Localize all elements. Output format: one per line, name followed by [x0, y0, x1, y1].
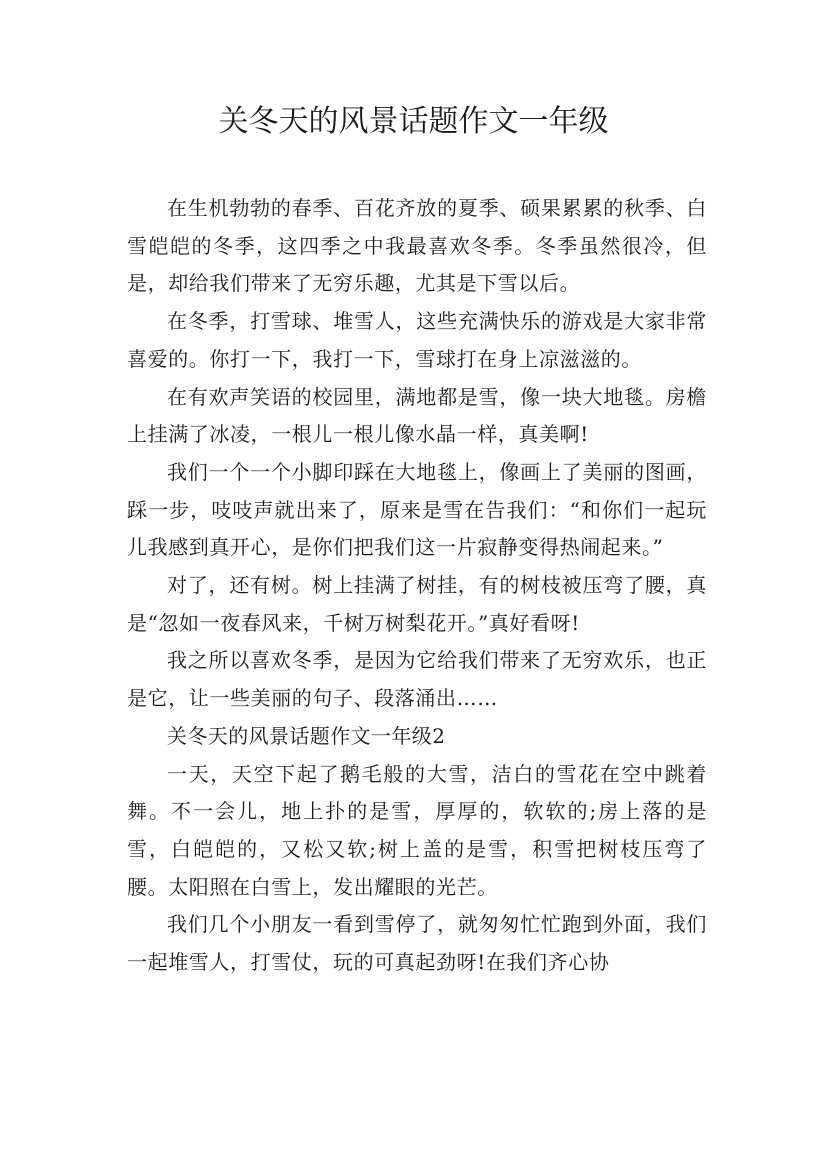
- paragraph: 对了，还有树。树上挂满了树挂，有的树枝被压弯了腰，真是“忽如一夜春风来，千树万树梨花开。”真好看呀!: [127, 573, 707, 635]
- paragraph: 一天，天空下起了鹅毛般的大雪，洁白的雪花在空中跳着舞。不一会儿，地上扑的是雪，厚厚的，软软的;房上落的是雪，白皑皑的，又松又软;树上盖的是雪，积雪把树枝压弯了腰。太阳照在白雪上，发出耀眼的光芒。: [127, 761, 707, 899]
- section-heading: 关冬天的风景话题作文一年级2: [167, 723, 446, 748]
- paragraph: 在生机勃勃的春季、百花齐放的夏季、硕果累累的秋季、白雪皑皑的冬季，这四季之中我最喜欢冬季。冬季虽然很冷，但是，却给我们带来了无穷乐趣，尤其是下雪以后。: [127, 196, 707, 296]
- document-body: [127, 190, 707, 982]
- paragraph: 我们几个小朋友一看到雪停了，就匆匆忙忙跑到外面，我们一起堆雪人，打雪仗，玩的可真起劲呀!在我们齐心协: [127, 912, 707, 975]
- paragraph: 在冬季，打雪球、堆雪人，这些充满快乐的游戏是大家非常喜爱的。你打一下，我打一下，雪球打在身上凉滋滋的。: [127, 309, 707, 371]
- paragraph: 我之所以喜欢冬季，是因为它给我们带来了无穷欢乐，也正是它，让一些美丽的句子、段落涌出……: [127, 648, 707, 711]
- paragraph: 我们一个一个小脚印踩在大地毯上，像画上了美丽的图画，踩一步，吱吱声就出来了，原来是雪在告我们：“和你们一起玩儿我感到真开心，是你们把我们这一片寂静变得热闹起来。”: [127, 459, 707, 560]
- document-title: 关冬天的风景话题作文一年级: [218, 104, 609, 139]
- paragraph: 在有欢声笑语的校园里，满地都是雪，像一块大地毯。房檐上挂满了冰凌，一根儿一根儿像水晶一样，真美啊!: [127, 384, 707, 447]
